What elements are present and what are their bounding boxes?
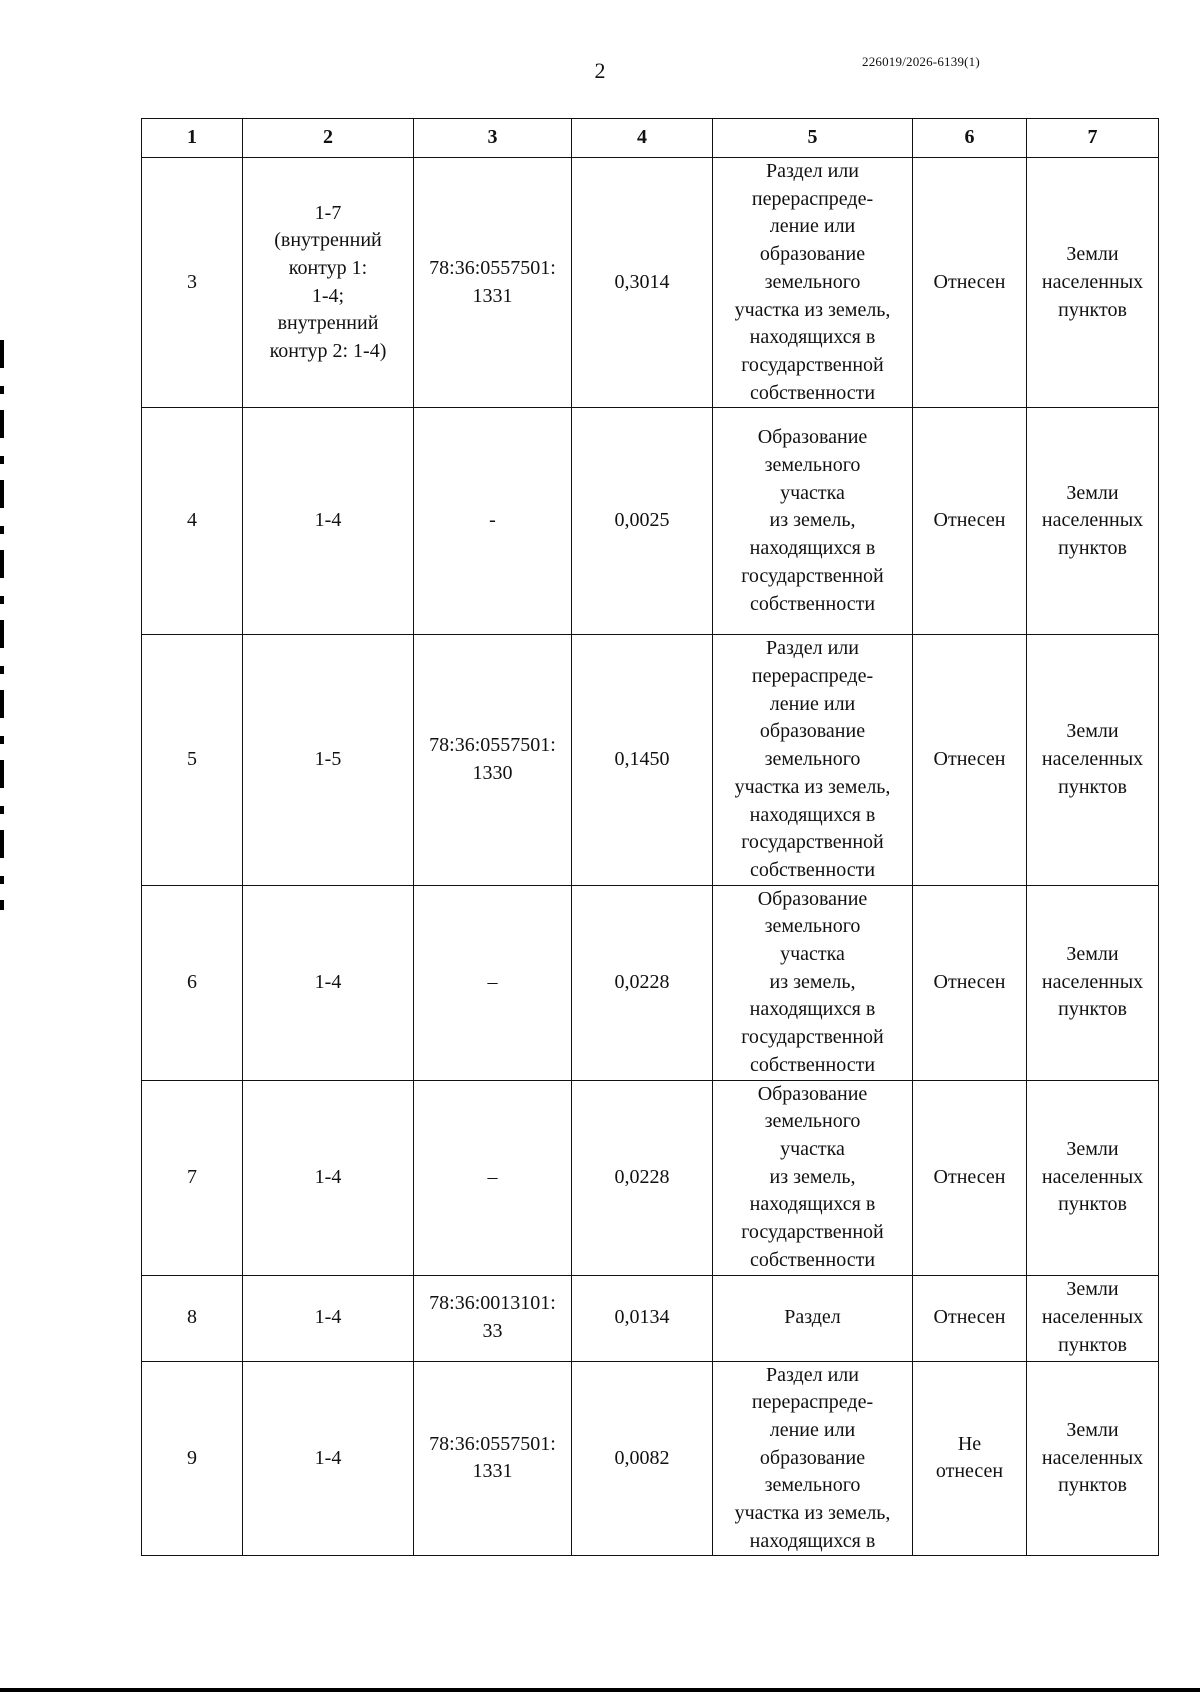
points-cell xyxy=(243,635,414,885)
cell-line: 1331 xyxy=(472,284,513,307)
points-cell xyxy=(243,1080,414,1275)
cell-line: собственности xyxy=(749,858,876,881)
cell-line: населенных xyxy=(1041,970,1144,993)
cell-line: внутренний xyxy=(277,312,379,335)
table-body xyxy=(142,158,1159,1556)
cell-line: 1-4 xyxy=(314,970,342,993)
points-cell xyxy=(243,158,414,408)
cell-line: находящихся в xyxy=(749,803,876,826)
land-category-cell xyxy=(1027,1361,1159,1556)
cell-line: образование xyxy=(759,243,866,266)
cell-line: перераспреде- xyxy=(751,1391,874,1414)
cell-line: образование xyxy=(759,720,866,743)
cell-line: земельного xyxy=(764,1474,861,1497)
land-plots-table xyxy=(141,118,1159,1556)
cell-line: перераспреде- xyxy=(751,665,874,688)
cell-line: 1-7 xyxy=(314,201,342,224)
cell-line: участка xyxy=(780,1137,845,1160)
cell-line: государственной xyxy=(741,831,884,854)
cell-line: Образование xyxy=(757,426,868,449)
cell-line: государственной xyxy=(741,353,884,376)
scan-edge-marks xyxy=(0,340,4,910)
land-category-cell xyxy=(1027,158,1159,408)
cell-line: Раздел или xyxy=(766,637,859,660)
table-row xyxy=(142,1080,1159,1275)
cell-line: Раздел xyxy=(784,1306,841,1329)
cell-line: ление или xyxy=(769,1418,856,1441)
cell-line: собственности xyxy=(749,592,876,615)
cell-line: населенных xyxy=(1041,1165,1144,1188)
area-cell: 0,0025 xyxy=(572,408,713,635)
cell-line: находящихся в xyxy=(749,326,876,349)
cell-line: Земли xyxy=(1066,481,1119,504)
table-row xyxy=(142,635,1159,885)
cell-line: отнесен xyxy=(935,1460,1004,1483)
land-category-cell xyxy=(1027,408,1159,635)
cell-line: из земель, xyxy=(769,1165,856,1188)
cadastral-number-cell xyxy=(414,1361,572,1556)
row-number-cell: 3 xyxy=(142,158,243,408)
cell-line: участка из земель, xyxy=(734,775,891,798)
points-cell xyxy=(243,885,414,1080)
cell-line: 78:36:0557501: xyxy=(429,1432,556,1455)
cell-line: Раздел или xyxy=(766,160,859,182)
cell-line: находящихся в xyxy=(749,1529,876,1552)
cell-line: 78:36:0013101: xyxy=(429,1292,556,1315)
cell-line: Земли xyxy=(1066,243,1119,266)
cadastral-number-cell xyxy=(414,408,572,635)
cell-line: 1-4 xyxy=(314,1306,342,1329)
points-cell xyxy=(243,1361,414,1556)
area-cell: 0,0228 xyxy=(572,1080,713,1275)
table-row xyxy=(142,1361,1159,1556)
column-header: 1 xyxy=(142,119,243,158)
cell-line: пунктов xyxy=(1058,775,1127,798)
page-number: 2 xyxy=(594,58,606,83)
row-number-cell: 7 xyxy=(142,1080,243,1275)
column-header: 6 xyxy=(913,119,1027,158)
land-category-cell xyxy=(1027,635,1159,885)
formation-method-cell xyxy=(713,1275,913,1361)
cell-line: Отнесен xyxy=(933,270,1006,293)
cell-line: 1-4 xyxy=(314,1165,342,1188)
column-header: 2 xyxy=(243,119,414,158)
status-cell xyxy=(913,1275,1027,1361)
formation-method-cell xyxy=(713,635,913,885)
table-row xyxy=(142,158,1159,408)
cadastral-number-cell xyxy=(414,158,572,408)
status-cell xyxy=(913,885,1027,1080)
cell-line: государственной xyxy=(741,1221,884,1244)
cell-line: 1-4 xyxy=(314,1446,342,1469)
row-number-cell: 5 xyxy=(142,635,243,885)
land-category-cell xyxy=(1027,885,1159,1080)
cell-line: земельного xyxy=(764,270,861,293)
cell-line: контур 1: xyxy=(288,256,368,279)
cell-line: населенных xyxy=(1041,1446,1144,1469)
area-cell: 0,3014 xyxy=(572,158,713,408)
status-cell xyxy=(913,635,1027,885)
cell-line: Земли xyxy=(1066,1278,1119,1301)
cell-line: государственной xyxy=(741,564,884,587)
cell-line: участка из земель, xyxy=(734,298,891,321)
cell-line: участка xyxy=(780,481,845,504)
cell-line: 1331 xyxy=(472,1460,513,1483)
scan-bottom-edge xyxy=(0,1688,1200,1692)
row-number-cell: 8 xyxy=(142,1275,243,1361)
cell-line: 78:36:0557501: xyxy=(429,256,556,279)
cell-line: – xyxy=(487,1165,498,1188)
cell-line: земельного xyxy=(764,748,861,771)
cadastral-number-cell xyxy=(414,885,572,1080)
cell-line: земельного xyxy=(764,454,861,477)
cell-line: образование xyxy=(759,1446,866,1469)
column-header: 3 xyxy=(414,119,572,158)
document-id: 226019/2026-6139(1) xyxy=(862,54,980,69)
status-cell xyxy=(913,1080,1027,1275)
row-number-cell: 6 xyxy=(142,885,243,1080)
status-cell xyxy=(913,158,1027,408)
column-header: 7 xyxy=(1027,119,1159,158)
cell-line: собственности xyxy=(749,1248,876,1271)
status-cell xyxy=(913,408,1027,635)
cell-line: 78:36:0557501: xyxy=(429,734,556,757)
cell-line: Земли xyxy=(1066,720,1119,743)
column-header: 4 xyxy=(572,119,713,158)
cell-line: Земли xyxy=(1066,1418,1119,1441)
cell-line: Не xyxy=(957,1432,982,1455)
cell-line: 33 xyxy=(482,1320,503,1342)
cell-line: перераспреде- xyxy=(751,187,874,210)
cell-line: пунктов xyxy=(1058,1474,1127,1497)
cell-line: 1-4; xyxy=(311,284,345,307)
cell-line: земельного xyxy=(764,1110,861,1133)
cell-line: собственности xyxy=(749,1053,876,1076)
cell-line: пунктов xyxy=(1058,1193,1127,1216)
cell-line: Земли xyxy=(1066,943,1119,966)
cell-line: 1-5 xyxy=(314,748,342,771)
formation-method-cell xyxy=(713,1080,913,1275)
area-cell: 0,1450 xyxy=(572,635,713,885)
cell-line: населенных xyxy=(1041,748,1144,771)
cell-line: Земли xyxy=(1066,1137,1119,1160)
area-cell: 0,0228 xyxy=(572,885,713,1080)
cell-line: Отнесен xyxy=(933,509,1006,532)
cell-line: пунктов xyxy=(1058,998,1127,1021)
cell-line: Отнесен xyxy=(933,1306,1006,1329)
cell-line: ление или xyxy=(769,215,856,238)
cell-line: - xyxy=(489,509,496,532)
formation-method-cell xyxy=(713,1361,913,1556)
cell-line: находящихся в xyxy=(749,1193,876,1216)
cell-line: находящихся в xyxy=(749,998,876,1021)
cell-line: Образование xyxy=(757,1082,868,1105)
cell-line: населенных xyxy=(1041,270,1144,293)
cell-line: из земель, xyxy=(769,509,856,532)
cell-line: государственной xyxy=(741,1026,884,1049)
table-row xyxy=(142,408,1159,635)
points-cell xyxy=(243,408,414,635)
column-header: 5 xyxy=(713,119,913,158)
table-header-row xyxy=(142,119,1159,158)
cell-line: Отнесен xyxy=(933,970,1006,993)
cell-line: Образование xyxy=(757,887,868,910)
cell-line: земельного xyxy=(764,915,861,938)
cell-line: ление или xyxy=(769,692,856,715)
cell-line: пунктов xyxy=(1058,298,1127,321)
table-row xyxy=(142,1275,1159,1361)
cell-line: собственности xyxy=(749,381,876,404)
cell-line: Отнесен xyxy=(933,1165,1006,1188)
cadastral-number-cell xyxy=(414,1080,572,1275)
cadastral-number-cell xyxy=(414,635,572,885)
cell-line: – xyxy=(487,970,498,993)
cadastral-number-cell xyxy=(414,1275,572,1361)
cell-line: пунктов xyxy=(1058,1333,1127,1356)
cell-line: из земель, xyxy=(769,970,856,993)
cell-line: населенных xyxy=(1041,509,1144,532)
cell-line: Отнесен xyxy=(933,748,1006,771)
status-cell xyxy=(913,1361,1027,1556)
row-number-cell: 4 xyxy=(142,408,243,635)
cell-line: Раздел или xyxy=(766,1363,859,1386)
cell-line: 1330 xyxy=(472,761,513,784)
cell-line: контур 2: 1-4) xyxy=(269,340,387,363)
cell-line: пунктов xyxy=(1058,537,1127,560)
formation-method-cell xyxy=(713,885,913,1080)
points-cell xyxy=(243,1275,414,1361)
cell-line: участка из земель, xyxy=(734,1502,891,1525)
cell-line: участка xyxy=(780,943,845,966)
land-category-cell xyxy=(1027,1080,1159,1275)
formation-method-cell xyxy=(713,158,913,408)
table-row xyxy=(142,885,1159,1080)
cell-line: населенных xyxy=(1041,1306,1144,1329)
land-category-cell xyxy=(1027,1275,1159,1361)
formation-method-cell xyxy=(713,408,913,635)
area-cell: 0,0134 xyxy=(572,1275,713,1361)
row-number-cell: 9 xyxy=(142,1361,243,1556)
cell-line: 1-4 xyxy=(314,509,342,532)
area-cell: 0,0082 xyxy=(572,1361,713,1556)
cell-line: находящихся в xyxy=(749,537,876,560)
cell-line: (внутренний xyxy=(274,229,382,252)
